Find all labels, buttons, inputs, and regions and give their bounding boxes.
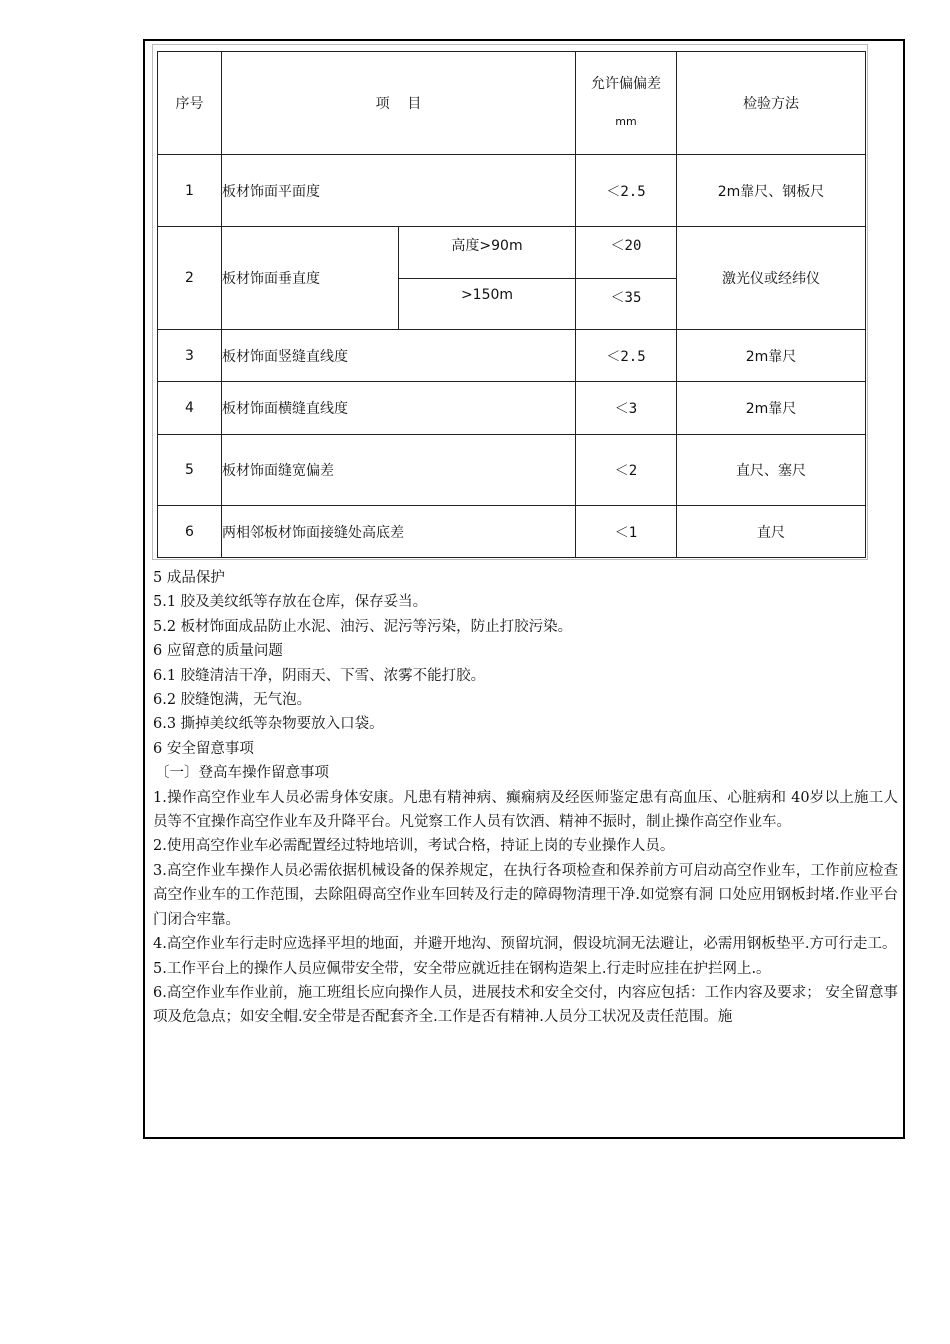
- table-row: [158, 435, 866, 506]
- row-item: 板材饰面缝宽偏差: [222, 435, 576, 506]
- row-method: 直尺、塞尺: [677, 435, 866, 506]
- row-method: 2m靠尺: [677, 382, 866, 435]
- row-deviation: ＜1: [576, 506, 677, 558]
- table-row: [158, 227, 866, 279]
- table-row: [158, 155, 866, 227]
- section-heading: 6 应留意的质量问题: [153, 643, 283, 660]
- row-item: 板材饰面平面度: [222, 155, 576, 227]
- row-deviation: ＜3: [576, 382, 677, 435]
- paragraph: 5.工作平台上的操作人员应佩带安全带，安全带应就近挂在钢构造架上.行走时应挂在护拦网上.。: [153, 960, 771, 977]
- table-row: [158, 506, 866, 558]
- paragraph: 1.操作高空作业车人员必需身体安康。凡患有精神病、癫痫病及经医师鉴定患有高血压、心脏病和 40岁以上施工人员等不宜操作高空作业车及升降平台。凡觉察工作人员有饮酒、精神不振时，制止操作高空作业车。: [153, 789, 898, 831]
- paragraph: 5.2 板材饰面成品防止水泥、油污、泥污等污染，防止打胶污染。: [153, 618, 573, 635]
- header-index: 序号: [158, 52, 222, 155]
- tolerance-table: [157, 51, 866, 558]
- row-method: 激光仪或经纬仪: [677, 227, 866, 330]
- paragraph: 3.高空作业车操作人员必需依据机械设备的保养规定，在执行各项检查和保养前方可启动高空作业车，工作前应检查高空作业车的工作范围，去除阻碍高空作业车回转及行走的障碍物清理干净.如觉察有洞 口处应用钢板封堵.作业平台门闭合牢靠。: [153, 862, 898, 928]
- table-row: [158, 382, 866, 435]
- header-deviation-label: 允许偏偏差: [591, 76, 661, 92]
- subsection-heading: 〔一〕登高车操作留意事项: [155, 765, 329, 782]
- row-deviation: ＜20: [576, 227, 677, 279]
- table-header-row: [158, 52, 866, 155]
- row-condition: >150m: [399, 279, 576, 330]
- header-deviation-unit: mm: [615, 115, 637, 128]
- header-deviation: [576, 52, 677, 155]
- row-no: 1: [158, 155, 222, 227]
- section-heading: 5 成品保护: [153, 570, 225, 586]
- paragraph: 6.3 撕掉美纹纸等杂物要放入口袋。: [153, 716, 384, 733]
- row-item: 板材饰面竖缝直线度: [222, 330, 576, 382]
- row-deviation: ＜35: [576, 279, 677, 330]
- row-no: 4: [158, 382, 222, 435]
- row-item: 板材饰面横缝直线度: [222, 382, 576, 435]
- row-method: 直尺: [677, 506, 866, 558]
- paragraph: 2.使用高空作业车必需配置经过特地培训，考试合格，持证上岗的专业操作人员。: [153, 838, 675, 855]
- row-no: 6: [158, 506, 222, 558]
- row-method: 2m靠尺、钢板尺: [677, 155, 866, 227]
- header-item: 项 目: [222, 52, 576, 155]
- paragraph: 5.1 胶及美纹纸等存放在仓库，保存妥当。: [153, 594, 428, 611]
- paragraph: 6.1 胶缝清洁干净，阴雨天、下雪、浓雾不能打胶。: [153, 667, 486, 684]
- paragraph: 6.高空作业车作业前，施工班组长应向操作人员，进展技术和安全交付，内容应包括：工作内容及要求； 安全留意事项及危急点；如安全帽.安全带是否配套齐全.工作是否有精神.人员分工状况及责任范围。施: [153, 984, 898, 1026]
- row-item: 板材饰面垂直度: [222, 227, 399, 330]
- body-text: [153, 566, 898, 1030]
- paragraph: 4.高空作业车行走时应选择平坦的地面，并避开地沟、预留坑洞，假设坑洞无法避让，必需用钢板垫平.方可行走工。: [153, 936, 897, 953]
- table-row: [158, 330, 866, 382]
- row-no: 5: [158, 435, 222, 506]
- row-item: 两相邻板材饰面接缝处高底差: [222, 506, 576, 558]
- paragraph: 6.2 胶缝饱满，无气泡。: [153, 692, 312, 709]
- row-no: 2: [158, 227, 222, 330]
- header-method: 检验方法: [677, 52, 866, 155]
- row-condition: 高度>90m: [399, 227, 576, 279]
- row-deviation: ＜2.5: [576, 330, 677, 382]
- row-no: 3: [158, 330, 222, 382]
- row-deviation: ＜2: [576, 435, 677, 506]
- row-deviation: ＜2.5: [576, 155, 677, 227]
- section-heading: 6 安全留意事项: [153, 740, 254, 757]
- row-method: 2m靠尺: [677, 330, 866, 382]
